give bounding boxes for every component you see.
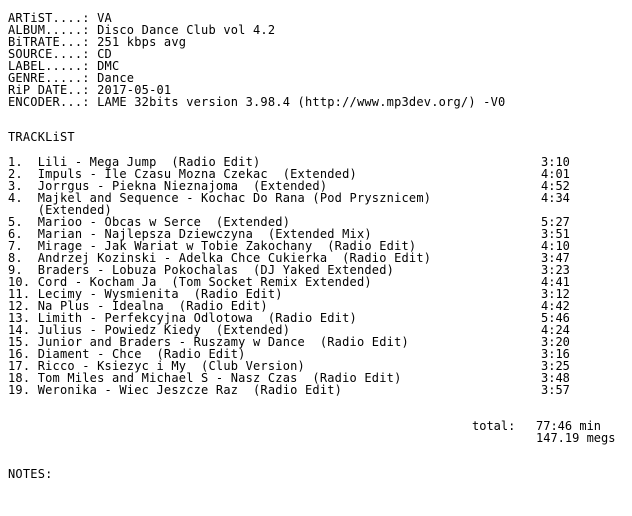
track-time: 4:01: [541, 167, 570, 181]
track-time: 3:25: [541, 359, 570, 373]
track-title: 8. Andrzej Kozinski - Adelka Chce Cukierka (Radio Edit): [8, 251, 432, 265]
bitrate-line: BiTRATE...: 251 kbps avg: [8, 35, 187, 49]
track-time: 3:12: [541, 287, 570, 301]
track-title: 5. Marioo - Obcas w Serce (Extended): [8, 215, 291, 229]
source-line: SOURCE....: CD: [8, 47, 112, 61]
artist-line: ARTiST....: VA: [8, 11, 112, 25]
track-title: 14. Julius - Powiedz Kiedy (Extended): [8, 323, 291, 337]
track-title: 12. Na Plus - Idealna (Radio Edit): [8, 299, 268, 313]
notes-label: NOTES:: [8, 467, 53, 481]
track-time: 5:27: [541, 215, 570, 229]
track-title: 2. Impuls - Ile Czasu Mozna Czekac (Extended): [8, 167, 357, 181]
track-title: 3. Jorrgus - Piekna Nieznajoma (Extended): [8, 179, 328, 193]
tracklist-heading: TRACKLiST: [8, 130, 75, 144]
album-line: ALBUM.....: Disco Dance Club vol 4.2: [8, 23, 276, 37]
total-size: 147.19 megs: [536, 431, 616, 445]
track-title: 7. Mirage - Jak Wariat w Tobie Zakochany (Radio Edit): [8, 239, 417, 253]
track-time: 4:24: [541, 323, 570, 337]
track-time: 3:10: [541, 155, 570, 169]
track-title: 13. Limith - Perfekcyjna Odlotowa (Radio Edit): [8, 311, 357, 325]
track-time: 4:42: [541, 299, 570, 313]
track-title: 1. Lili - Mega Jump (Radio Edit): [8, 155, 261, 169]
track-title: 6. Marian - Najlepsza Dziewczyna (Extended Mix): [8, 227, 372, 241]
label-line: LABEL.....: DMC: [8, 59, 120, 73]
genre-line: GENRE.....: Dance: [8, 71, 135, 85]
track-title-continuation: (Extended): [8, 203, 112, 217]
track-time: 4:34: [541, 191, 570, 205]
track-time: 3:20: [541, 335, 570, 349]
track-time: 3:23: [541, 263, 570, 277]
encoder-line: ENCODER...: LAME 32bits version 3.98.4 (http://www.mp3dev.org/) -V0: [8, 95, 506, 109]
rip-date-line: RiP DATE..: 2017-05-01: [8, 83, 172, 97]
total-label: total:: [472, 419, 516, 433]
track-title: 9. Braders - Lobuza Pokochalas (DJ Yaked Extended): [8, 263, 395, 277]
track-time: 3:16: [541, 347, 570, 361]
track-title: 16. Diament - Chce (Radio Edit): [8, 347, 246, 361]
track-title: 18. Tom Miles and Michael S - Nasz Czas (Radio Edit): [8, 371, 402, 385]
track-time: 5:46: [541, 311, 570, 325]
track-time: 3:57: [541, 383, 570, 397]
track-time: 3:48: [541, 371, 570, 385]
total-duration: 77:46 min: [536, 419, 602, 433]
track-title: 15. Junior and Braders - Ruszamy w Dance (Radio Edit): [8, 335, 409, 349]
track-time: 3:47: [541, 251, 570, 265]
track-title: 4. Majkel and Sequence - Kochac Do Rana (Pod Prysznicem): [8, 191, 432, 205]
track-title: 19. Weronika - Wiec Jeszcze Raz (Radio Edit): [8, 383, 343, 397]
track-time: 4:52: [541, 179, 570, 193]
track-title: 17. Ricco - Ksiezyc i My (Club Version): [8, 359, 305, 373]
track-time: 3:51: [541, 227, 570, 241]
track-title: 10. Cord - Kocham Ja (Tom Socket Remix Extended): [8, 275, 372, 289]
track-time: 4:10: [541, 239, 570, 253]
track-time: 4:41: [541, 275, 570, 289]
track-title: 11. Lecimy - Wysmienita (Radio Edit): [8, 287, 283, 301]
